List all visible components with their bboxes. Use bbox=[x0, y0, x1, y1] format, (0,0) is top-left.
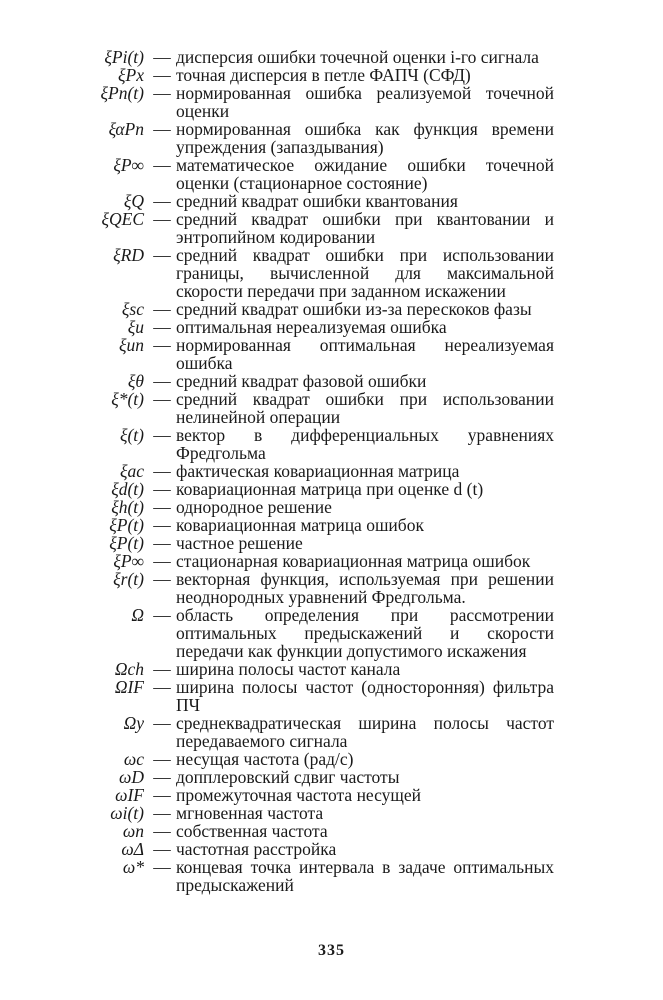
glossary-page bbox=[0, 40, 663, 894]
glossary-entry: ξQ — средний квадрат ошибки квантования bbox=[0, 192, 663, 210]
symbol: ξun bbox=[119, 335, 144, 355]
definition: средний квадрат ошибки при использовании границы, вычисленной для максимальной скорости передачи при заданном искажении bbox=[176, 245, 554, 301]
symbol: ξsc bbox=[121, 299, 144, 319]
definition: частное решение bbox=[176, 533, 303, 553]
glossary-entry: ξu — оптимальная нереализуемая ошибка bbox=[0, 318, 663, 336]
definition: средний квадрат фазовой ошибки bbox=[176, 371, 427, 391]
definition: несущая частота (рад/с) bbox=[176, 749, 354, 769]
symbol: ξP∞ bbox=[113, 155, 144, 175]
glossary-entry: ξd(t) — ковариационная матрица при оценке d (t) bbox=[0, 480, 663, 498]
glossary-entry: ξun — нормированная оптимальная нереализуемая ошибка bbox=[0, 336, 663, 372]
symbol: ωi(t) bbox=[110, 803, 144, 823]
symbol: ωΔ bbox=[121, 839, 144, 859]
symbol: Ω bbox=[131, 605, 144, 625]
glossary-entry: ωD — допплеровский сдвиг частоты bbox=[0, 768, 663, 786]
glossary-entry: ξP(t) — ковариационная матрица ошибок bbox=[0, 516, 663, 534]
glossary-entry: ξac — фактическая ковариационная матрица bbox=[0, 462, 663, 480]
definition: среднеквадратическая ширина полосы частот передаваемого сигнала bbox=[176, 713, 554, 751]
symbol: ξPi(t) bbox=[104, 47, 144, 67]
glossary-entry: ΩIF — ширина полосы частот (односторонняя) фильтра ПЧ bbox=[0, 678, 663, 714]
symbol: ξd(t) bbox=[111, 479, 144, 499]
definition: средний квадрат ошибки при квантовании и энтропийном кодировании bbox=[176, 209, 554, 247]
definition: средний квадрат ошибки квантования bbox=[176, 191, 458, 211]
glossary-entry: ξsc — средний квадрат ошибки из-за перескоков фазы bbox=[0, 300, 663, 318]
page-number: 335 bbox=[318, 942, 345, 959]
symbol: ξPx bbox=[118, 65, 144, 85]
glossary-entry: ωΔ — частотная расстройка bbox=[0, 840, 663, 858]
definition: средний квадрат ошибки из-за перескоков фазы bbox=[176, 299, 532, 319]
glossary-entry: ωi(t) — мгновенная частота bbox=[0, 804, 663, 822]
symbol: ΩIF bbox=[114, 677, 144, 697]
symbol: ξr(t) bbox=[113, 569, 144, 589]
glossary-entry: ξ(t) — вектор в дифференциальных уравнениях Фредгольма bbox=[0, 426, 663, 462]
symbol: ξQEC bbox=[101, 209, 144, 229]
glossary-entry: ξQEC — средний квадрат ошибки при квантовании и энтропийном кодировании bbox=[0, 210, 663, 246]
symbol: ωIF bbox=[115, 785, 144, 805]
definition: нормированная ошибка реализуемой точечной оценки bbox=[176, 83, 554, 121]
glossary-entry: Ωch — ширина полосы частот канала bbox=[0, 660, 663, 678]
symbol: ξ*(t) bbox=[111, 389, 144, 409]
definition: область определения при рассмотрении оптимальных предыскажений и скорости передачи как функции допустимого искажения bbox=[176, 605, 554, 661]
definition: математическое ожидание ошибки точечной оценки (стационарное состояние) bbox=[176, 155, 554, 193]
glossary-list bbox=[0, 48, 663, 894]
definition: точная дисперсия в петле ФАПЧ (СФД) bbox=[176, 65, 471, 85]
glossary-entry: ξ*(t) — средний квадрат ошибки при использовании нелинейной операции bbox=[0, 390, 663, 426]
symbol: Ωch bbox=[114, 659, 144, 679]
symbol: ξh(t) bbox=[111, 497, 144, 517]
glossary-entry: ωc — несущая частота (рад/с) bbox=[0, 750, 663, 768]
definition: оптимальная нереализуемая ошибка bbox=[176, 317, 447, 337]
glossary-entry: ξPn(t) — нормированная ошибка реализуемой точечной оценки bbox=[0, 84, 663, 120]
glossary-entry: Ωy — среднеквадратическая ширина полосы частот передаваемого сигнала bbox=[0, 714, 663, 750]
symbol: ξu bbox=[127, 317, 144, 337]
definition: частотная расстройка bbox=[176, 839, 337, 859]
symbol: ξQ bbox=[123, 191, 144, 211]
symbol: ω* bbox=[122, 857, 144, 877]
definition: ширина полосы частот канала bbox=[176, 659, 401, 679]
definition: допплеровский сдвиг частоты bbox=[176, 767, 400, 787]
glossary-entry: ξPi(t) — дисперсия ошибки точечной оценки i-го сигнала bbox=[0, 48, 663, 66]
glossary-entry: ωIF — промежуточная частота несущей bbox=[0, 786, 663, 804]
definition: собственная частота bbox=[176, 821, 328, 841]
symbol: ωn bbox=[122, 821, 144, 841]
glossary-entry: ξαPn — нормированная ошибка как функция времени упреждения (запаздывания) bbox=[0, 120, 663, 156]
glossary-entry: ξP∞ — математическое ожидание ошибки точечной оценки (стационарное состояние) bbox=[0, 156, 663, 192]
definition: ширина полосы частот (односторонняя) фильтра ПЧ bbox=[176, 677, 554, 715]
definition: промежуточная частота несущей bbox=[176, 785, 422, 805]
symbol: ξP(t) bbox=[109, 533, 144, 553]
definition: стационарная ковариационная матрица ошибок bbox=[176, 551, 531, 571]
symbol: ξac bbox=[119, 461, 144, 481]
definition: нормированная оптимальная нереализуемая ошибка bbox=[176, 335, 554, 373]
definition: нормированная ошибка как функция времени упреждения (запаздывания) bbox=[176, 119, 554, 157]
definition: средний квадрат ошибки при использовании нелинейной операции bbox=[176, 389, 554, 427]
glossary-entry: ξθ — средний квадрат фазовой ошибки bbox=[0, 372, 663, 390]
symbol: ωD bbox=[119, 767, 144, 787]
glossary-entry: ξP∞ — стационарная ковариационная матрица ошибок bbox=[0, 552, 663, 570]
symbol: ξP(t) bbox=[109, 515, 144, 535]
definition: фактическая ковариационная матрица bbox=[176, 461, 460, 481]
symbol: ξP∞ bbox=[113, 551, 144, 571]
glossary-entry: ω* — концевая точка интервала в задаче оптимальных предыскажений bbox=[0, 858, 663, 894]
symbol: ξRD bbox=[113, 245, 144, 265]
definition: дисперсия ошибки точечной оценки i-го сигнала bbox=[176, 47, 539, 67]
symbol: ξαPn bbox=[108, 119, 144, 139]
definition: ковариационная матрица при оценке d (t) bbox=[176, 479, 484, 499]
glossary-entry: ξh(t) — однородное решение bbox=[0, 498, 663, 516]
glossary-entry: ξPx — точная дисперсия в петле ФАПЧ (СФД) bbox=[0, 66, 663, 84]
symbol: ξ(t) bbox=[119, 425, 144, 445]
glossary-entry: ξr(t) — векторная функция, используемая при решении неоднородных уравнений Фредгольма. bbox=[0, 570, 663, 606]
symbol: Ωy bbox=[123, 713, 144, 733]
definition: векторная функция, используемая при решении неоднородных уравнений Фредгольма. bbox=[176, 569, 554, 607]
definition: однородное решение bbox=[176, 497, 332, 517]
symbol: ξθ bbox=[127, 371, 144, 391]
glossary-entry: ωn — собственная частота bbox=[0, 822, 663, 840]
symbol: ωc bbox=[123, 749, 144, 769]
glossary-entry: ξP(t) — частное решение bbox=[0, 534, 663, 552]
definition: ковариационная матрица ошибок bbox=[176, 515, 424, 535]
definition: мгновенная частота bbox=[176, 803, 324, 823]
definition: вектор в дифференциальных уравнениях Фредгольма bbox=[176, 425, 554, 463]
glossary-entry: ξRD — средний квадрат ошибки при использовании границы, вычисленной для максимальной скорости передачи при заданном искажении bbox=[0, 246, 663, 300]
symbol: ξPn(t) bbox=[100, 83, 144, 103]
glossary-entry: Ω — область определения при рассмотрении оптимальных предыскажений и скорости передачи как функции допустимого искажения bbox=[0, 606, 663, 660]
definition: концевая точка интервала в задаче оптимальных предыскажений bbox=[176, 857, 554, 895]
